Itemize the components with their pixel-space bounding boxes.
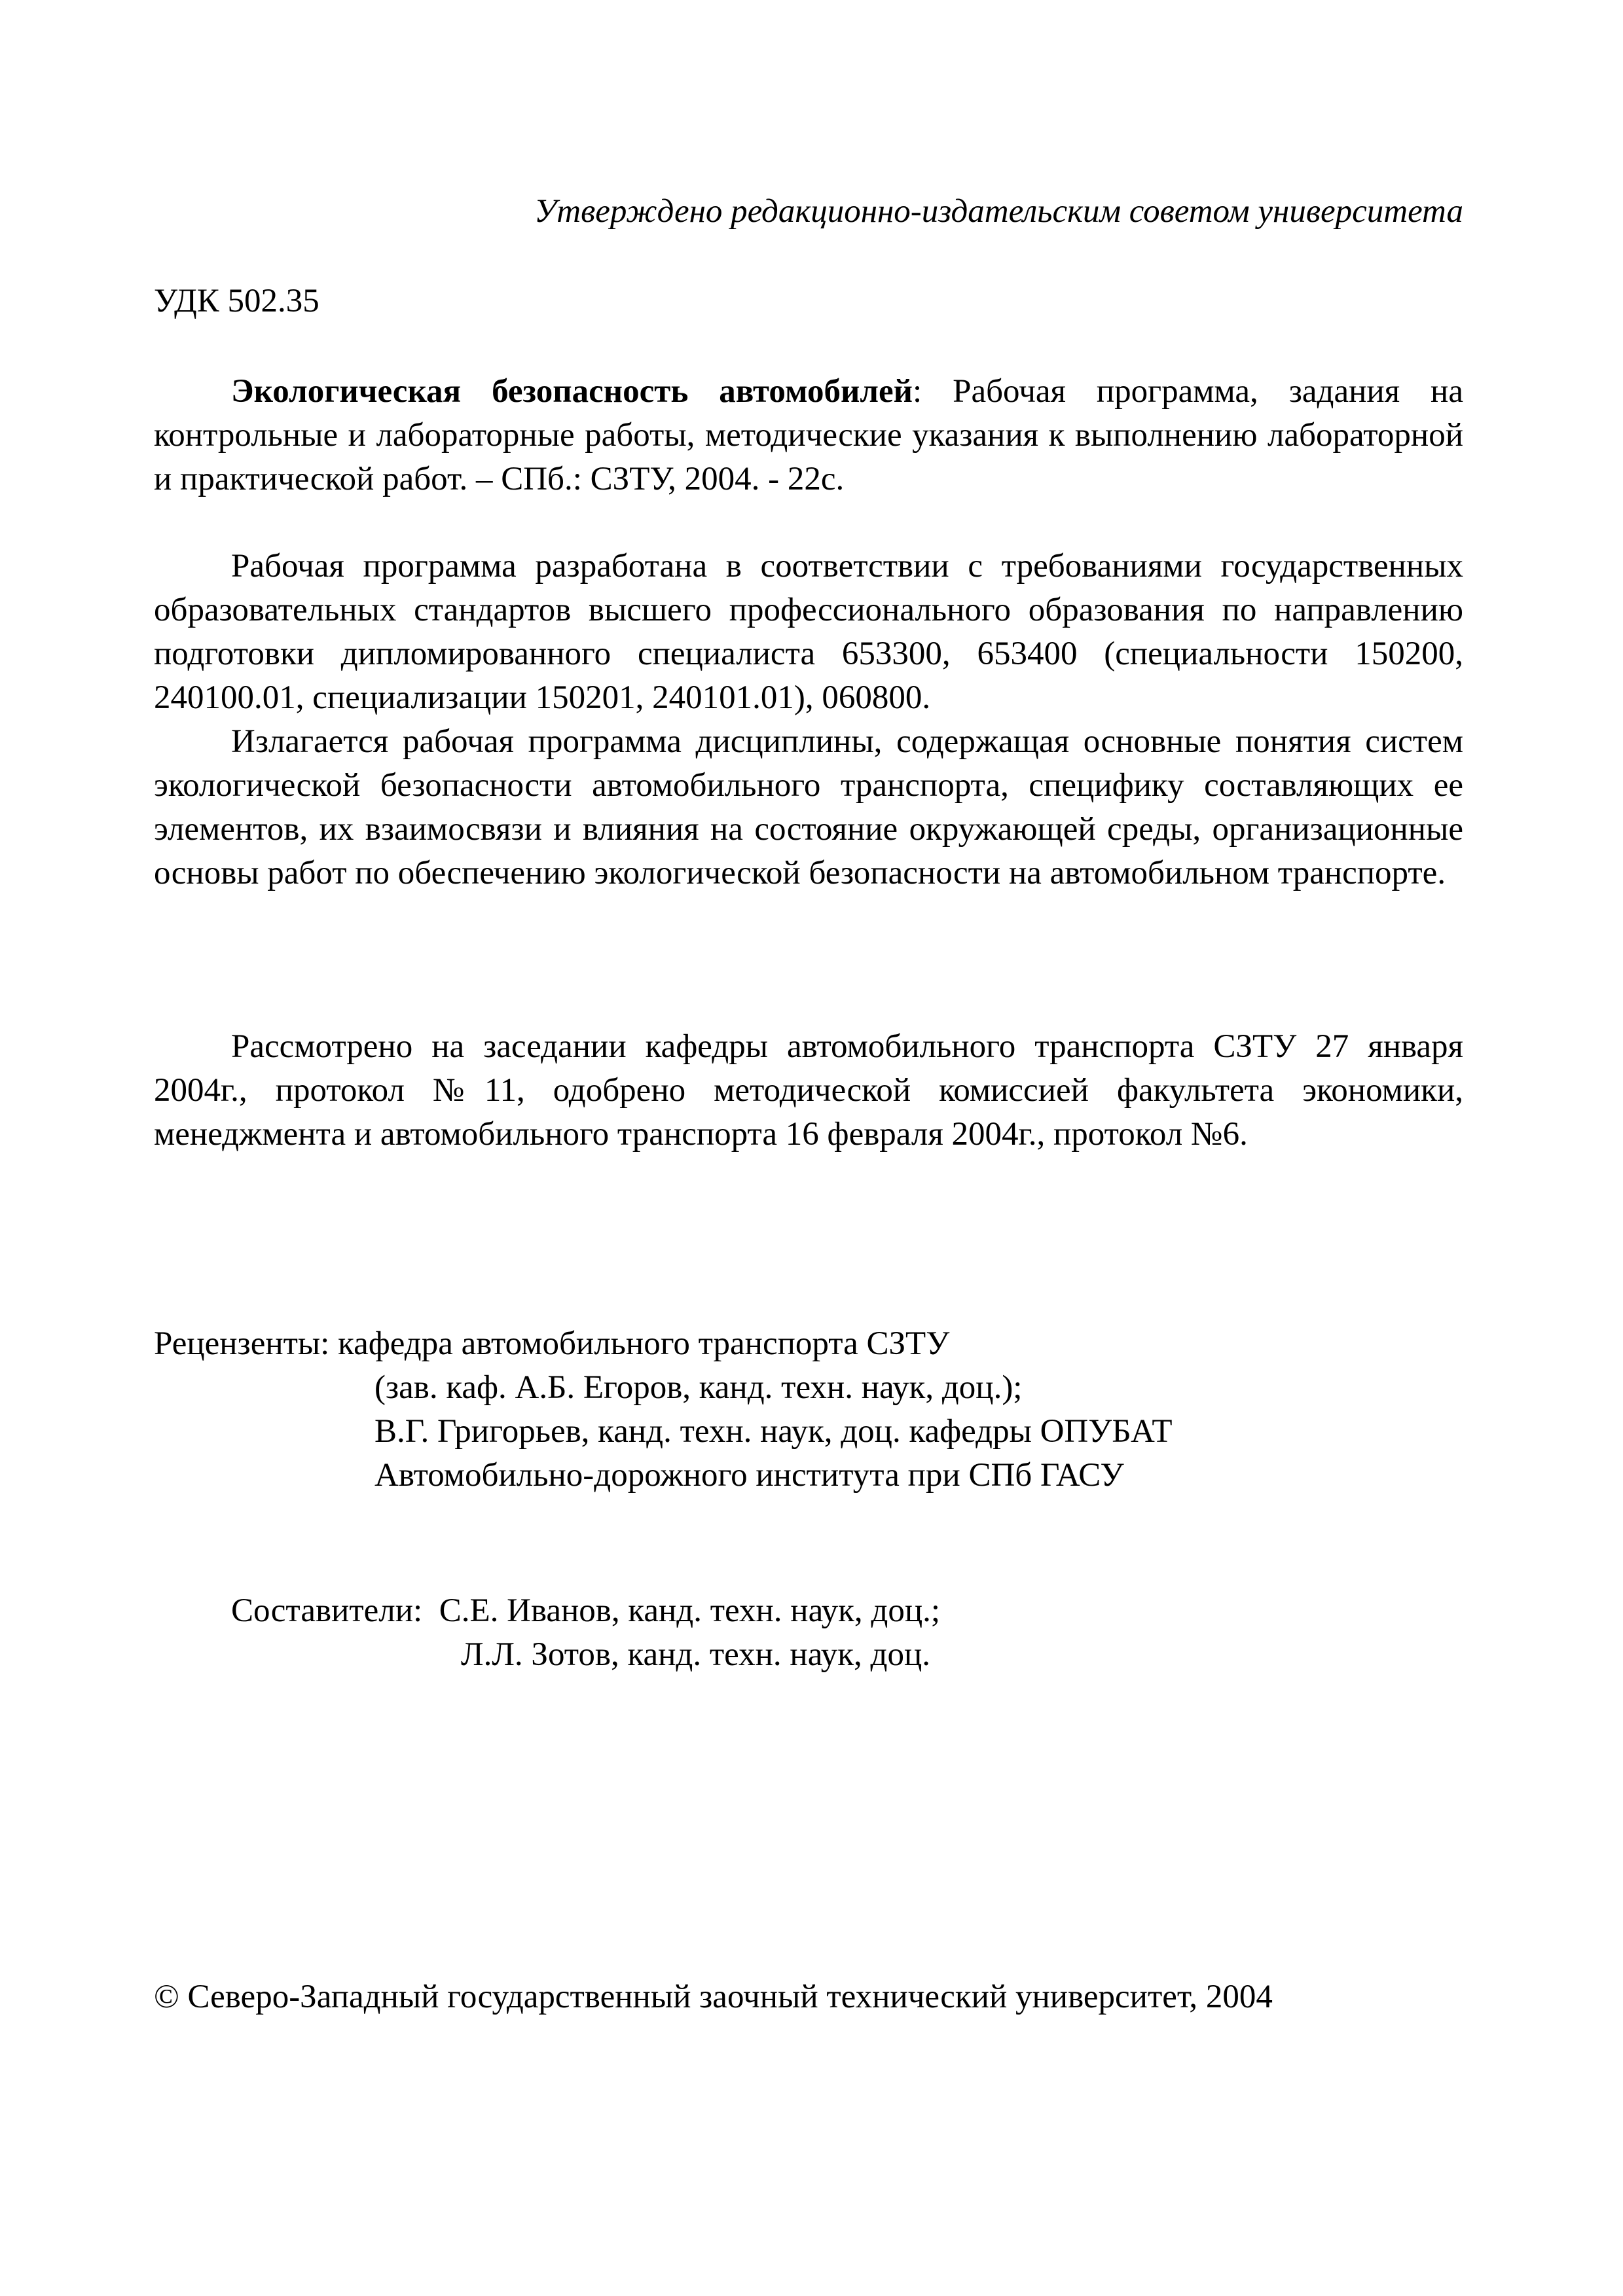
reviewer-line-3: В.Г. Григорьев, канд. техн. наук, доц. кафедры ОПУБАТ — [374, 1413, 1173, 1450]
approval-paragraph: Рассмотрено на заседании кафедры автомобильного транспорта СЗТУ 27 января 2004г., протокол №11, одобрено методической комиссией факультета экономики, менеджмента и автомобильного транспорта 16 февраля 2004г., протокол №6. — [154, 1028, 1463, 1153]
bibliographic-paragraph — [154, 370, 1463, 501]
compilers-block — [231, 1589, 940, 1677]
reviewers-block — [154, 1322, 1172, 1498]
abstract-paragraph-1: Рабочая программа разработана в соответствии с требованиями государственных образовательных стандартов высшего профессионального образования по направлению подготовки дипломированного специалиста 653300, 653400 (специальности 150200, 240100.01, специализации 150201, 240101.01), 060800. — [154, 548, 1463, 716]
abstract — [154, 545, 1463, 895]
compiler-line-2: Л.Л. Зотов, канд. техн. наук, доц. — [461, 1636, 931, 1673]
abstract-paragraph-2: Излагается рабочая программа дисциплины, содержащая основные понятия систем экологической безопасности автомобильного транспорта, специфику составляющих ее элементов, их взаимосвязи и влияния на состояние окружающей среды, организационные основы работ по обеспечению экологической безопасности на автомобильном транспорте. — [154, 723, 1463, 891]
compilers-first-line — [231, 1589, 940, 1633]
reviewer-line-1: кафедра автомобильного транспорта СЗТУ — [338, 1325, 950, 1362]
approval-record — [154, 1025, 1463, 1157]
reviewers-label: Рецензенты: — [154, 1325, 330, 1362]
reviewers-first-line — [154, 1322, 1172, 1366]
compilers-label: Составители: — [231, 1592, 423, 1629]
reviewer-line-4: Автомобильно-дорожного института при СПб ГАСУ — [374, 1457, 1124, 1494]
udk-code: УДК 502.35 — [154, 283, 319, 319]
compiler-line-1: С.Е. Иванов, канд. техн. наук, доц.; — [439, 1592, 941, 1629]
approval-note: Утверждено редакционно-издательским советом университета — [534, 193, 1463, 230]
book-title: Экологическая безопасность автомобилей — [231, 373, 913, 410]
copyright-notice: © Северо-Западный государственный заочный технический университет, 2004 — [154, 1979, 1273, 2015]
reviewer-line-2: (зав. каф. А.Б. Егоров, канд. техн. наук, доц.); — [374, 1369, 1023, 1406]
bibliographic-details: : Рабочая программа, задания на контрольные и лабораторные работы, методические указания к выполнению лабораторной и практической работ. – СПб.: СЗТУ, 2004. - 22с. — [154, 373, 1463, 497]
bibliographic-record — [154, 370, 1463, 501]
